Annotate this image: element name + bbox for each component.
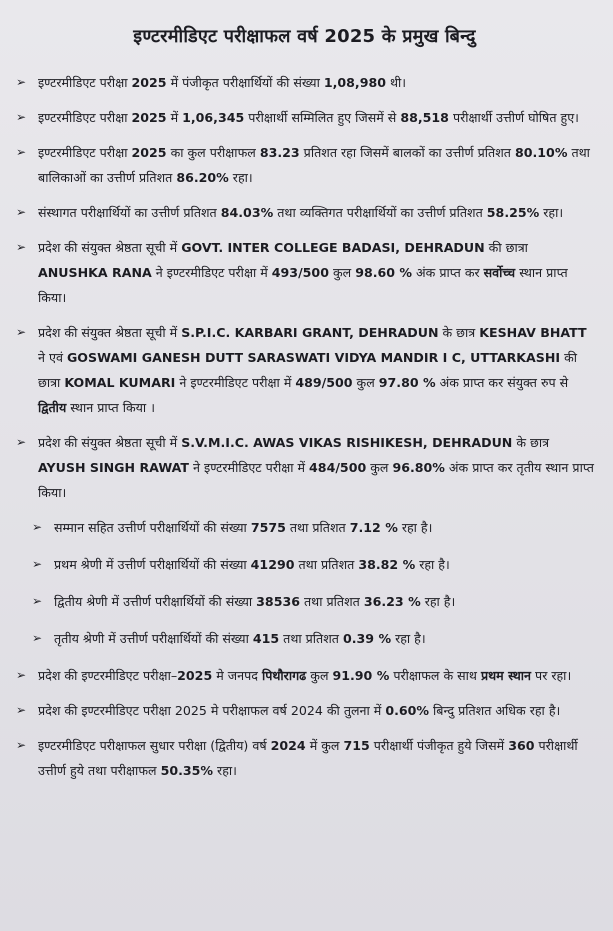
document-title: इण्टरमीडिएट परीक्षाफल वर्ष 2025 के प्रमुख बिन्दु (133, 26, 476, 47)
point-11: ➢ तृतीय श्रेणी में उत्तीर्ण परीक्षार्थियों की संख्या 415 तथा प्रतिशत 0.39 % रहा है। (12, 626, 597, 651)
point-13: ➢ प्रदेश की इण्टरमीडिएट परीक्षा 2025 मे परीक्षाफल वर्ष 2024 की तुलना में 0.60% बिन्दु प्रतिशत अधिक रहा है। (12, 698, 597, 723)
point-7: ➢ प्रदेश की संयुक्त श्रेष्ठता सूची में S.V.M.I.C. AWAS VIKAS RISHIKESH, DEHRADUN के छात्र AYUSH SINGH RAWAT ने इण्टरमीडिएट परीक्षा में 484/500 कुल 96.80% अंक प्राप्त कर तृतीय स्थान प्राप्त किया। (12, 430, 597, 505)
arrow-bullet-icon: ➢ (32, 557, 43, 571)
arrow-bullet-icon: ➢ (16, 205, 27, 219)
key-points-list (12, 70, 597, 783)
point-9: ➢ प्रथम श्रेणी में उत्तीर्ण परीक्षार्थियों की संख्या 41290 तथा प्रतिशत 38.82 % रहा है। (12, 552, 597, 577)
arrow-bullet-icon: ➢ (16, 668, 27, 682)
arrow-bullet-icon: ➢ (16, 738, 27, 752)
arrow-bullet-icon: ➢ (16, 75, 27, 89)
point-12: ➢ प्रदेश की इण्टरमीडिएट परीक्षा–2025 मे जनपद पिथौरागढ कुल 91.90 % परीक्षाफल के साथ प्रथम स्थान पर रहा। (12, 663, 597, 688)
arrow-bullet-icon: ➢ (32, 631, 43, 645)
arrow-bullet-icon: ➢ (32, 520, 43, 534)
point-14: ➢ इण्टरमीडिएट परीक्षाफल सुधार परीक्षा (द्वितीय) वर्ष 2024 में कुल 715 परीक्षार्थी पंजीकृत हुये जिसमें 360 परीक्षार्थी उत्तीर्ण हुये तथा परीक्षाफल 50.35% रहा। (12, 733, 597, 783)
arrow-bullet-icon: ➢ (16, 703, 27, 717)
arrow-bullet-icon: ➢ (16, 110, 27, 124)
point-4: ➢ संस्थागत परीक्षार्थियों का उत्तीर्ण प्रतिशत 84.03% तथा व्यक्तिगत परीक्षार्थियों का उत्तीर्ण प्रतिशत 58.25% रहा। (12, 200, 597, 225)
point-2: ➢ इण्टरमीडिएट परीक्षा 2025 में 1,06,345 परीक्षार्थी सम्मिलित हुए जिसमें से 88,518 परीक्षार्थी उत्तीर्ण घोषित हुए। (12, 105, 597, 130)
point-8: ➢ सम्मान सहित उत्तीर्ण परीक्षार्थियों की संख्या 7575 तथा प्रतिशत 7.12 % रहा है। (12, 515, 597, 540)
point-10: ➢ द्वितीय श्रेणी में उत्तीर्ण परीक्षार्थियों की संख्या 38536 तथा प्रतिशत 36.23 % रहा है। (12, 589, 597, 614)
point-3: ➢ इण्टरमीडिएट परीक्षा 2025 का कुल परीक्षाफल 83.23 प्रतिशत रहा जिसमें बालकों का उत्तीर्ण प्रतिशत 80.10% तथा बालिकाओं का उत्तीर्ण प्रतिशत 86.20% रहा। (12, 140, 597, 190)
point-1: ➢ इण्टरमीडिएट परीक्षा 2025 में पंजीकृत परीक्षार्थियों की संख्या 1,08,980 थी। (12, 70, 597, 95)
point-6: ➢ प्रदेश की संयुक्त श्रेष्ठता सूची में S.P.I.C. KARBARI GRANT, DEHRADUN के छात्र KESHAV BHATT ने एवं GOSWAMI GANESH DUTT SARASWATI VIDYA MANDIR I C, UTTARKASHI की छात्रा KOMAL KUMARI ने इण्टरमीडिएट परीक्षा में 489/500 कुल 97.80 % अंक प्राप्त कर संयुक्त रुप से द्वितीय स्थान प्राप्त किया । (12, 320, 597, 420)
arrow-bullet-icon: ➢ (16, 145, 27, 159)
arrow-bullet-icon: ➢ (16, 435, 27, 449)
arrow-bullet-icon: ➢ (16, 240, 27, 254)
point-5: ➢ प्रदेश की संयुक्त श्रेष्ठता सूची में GOVT. INTER COLLEGE BADASI, DEHRADUN की छात्रा ANUSHKA RANA ने इण्टरमीडिएट परीक्षा में 493/500 कुल 98.60 % अंक प्राप्त कर सर्वोच्च स्थान प्राप्त किया। (12, 235, 597, 310)
arrow-bullet-icon: ➢ (32, 594, 43, 608)
arrow-bullet-icon: ➢ (16, 325, 27, 339)
